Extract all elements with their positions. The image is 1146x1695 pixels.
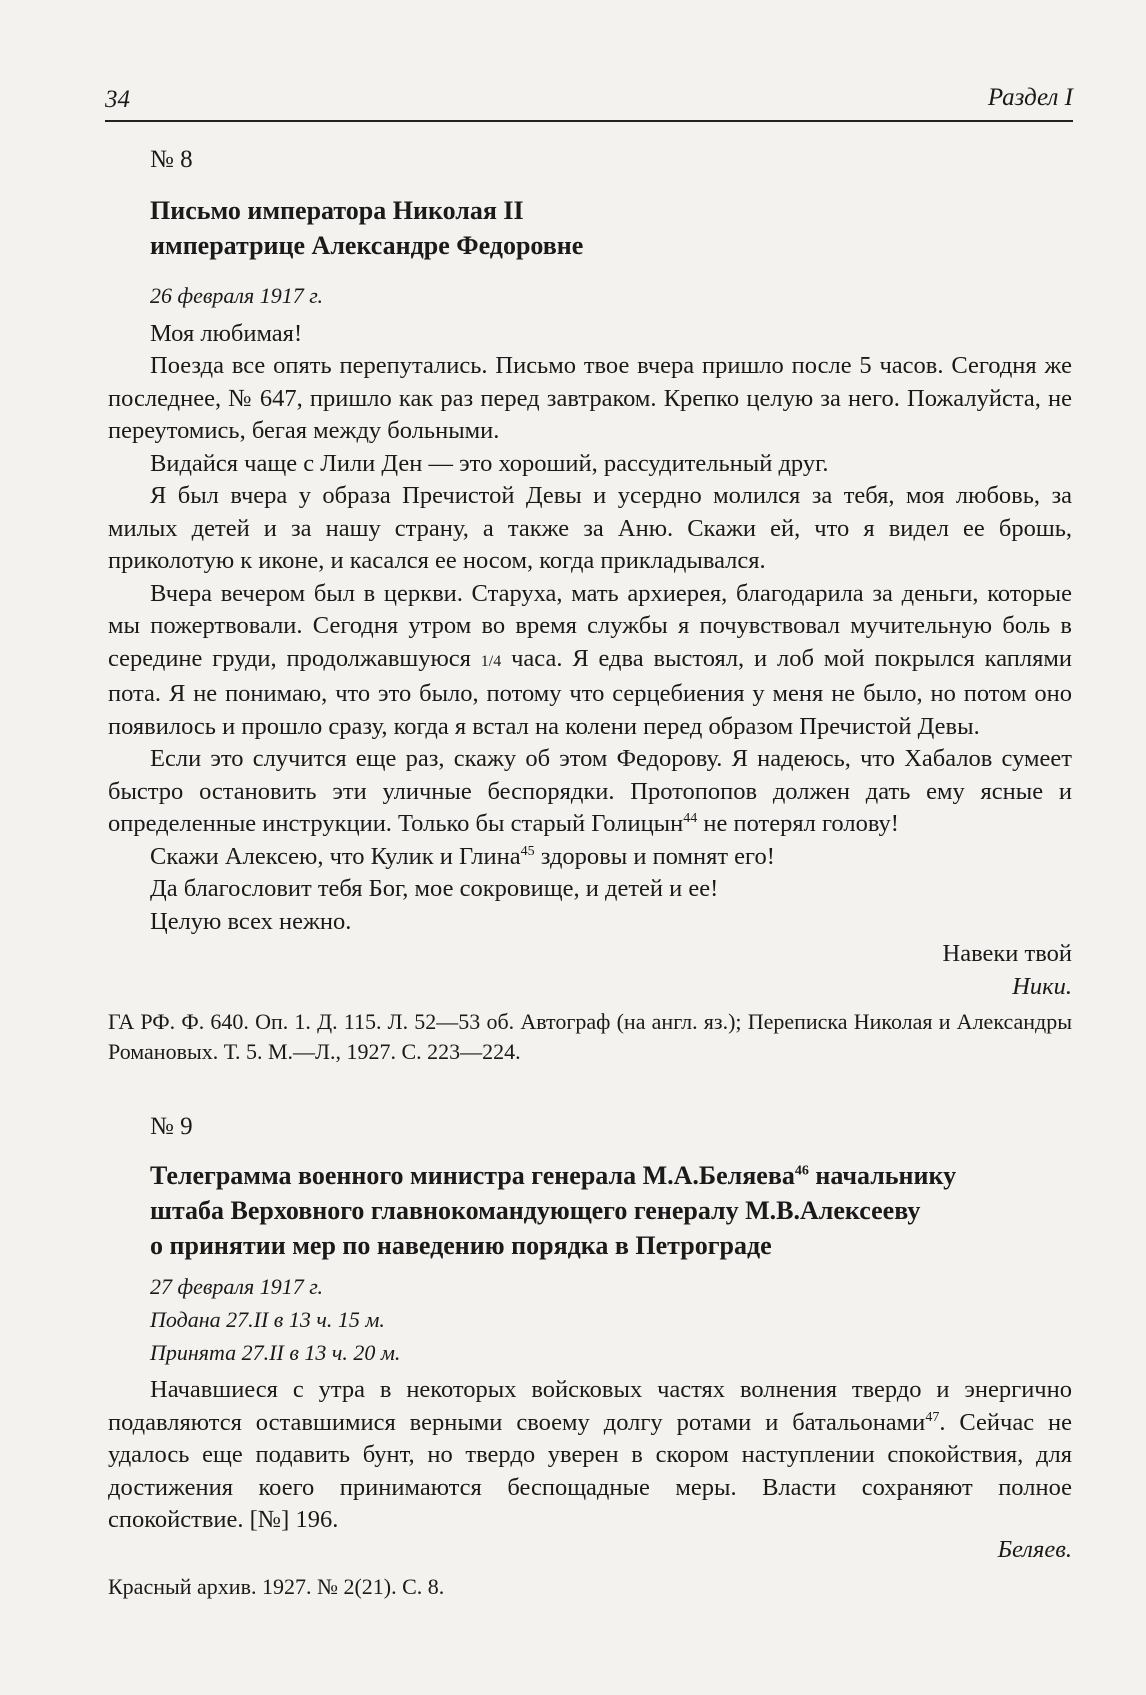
doc8-paragraph-8: Целую всех нежно.	[150, 907, 352, 935]
doc9-title	[150, 1158, 1072, 1263]
doc9-title-line3: о принятии мер по наведению порядка в Петрограде	[150, 1231, 772, 1260]
doc8-p4-part-b: часа. Я едва выстоял, и лоб мой покрылся каплями пота. Я не понимаю, что это было, потому что серцебиения у меня не было, но потом оно появилось и прошло сразу, когда я встал на колени перед образом Пречистой Девы.	[108, 644, 1072, 740]
section-title: Раздел I	[987, 84, 1073, 111]
doc9-submitted: Подана 27.II в 13 ч. 15 м.	[150, 1307, 385, 1332]
doc8-number: № 8	[150, 146, 193, 173]
doc8-paragraph-3: Я был вчера у образа Пречистой Девы и усердно молился за тебя, моя любовь, за милых детей и за нашу страну, а также за Аню. Скажи ей, что я видел ее брошь, приколотую к иконе, и касался ее носом, когда прикладывался.	[108, 482, 1072, 574]
doc9-source: Красный архив. 1927. № 2(21). С. 8.	[108, 1574, 445, 1599]
doc8-salutation: Моя любимая!	[150, 320, 303, 347]
doc8-p5-part-b: не потерял голову!	[697, 810, 899, 837]
page-number: 34	[105, 86, 130, 113]
doc9-title-part-a: Телеграмма военного министра генерала М.А.Беляева	[150, 1161, 795, 1190]
page-header	[105, 80, 1073, 122]
doc8-p4-part-a: Вчера вечером был в церкви. Старуха, мать архиерея, благодарила за деньги, которые мы пожертвовали. Сегодня утром во время службы я почувствовал мучительную боль в середине груди, продолжавшуюся	[108, 579, 1072, 672]
doc8-paragraph-1: Поезда все опять перепутались. Письмо твое вчера пришло после 5 часов. Сегодня же последнее, № 647, пришло как раз перед завтраком. Крепко целую за него. Пожалуйста, не переутомись, бегая между больными.	[108, 352, 1072, 444]
doc8-p6-part-b: здоровы и помнят его!	[534, 842, 775, 870]
doc9-title-part-b: начальнику	[808, 1161, 957, 1190]
doc9-title-line1	[150, 1158, 1072, 1193]
doc8-paragraph-6	[108, 841, 1072, 874]
doc8-source: ГА РФ. Ф. 640. Оп. 1. Д. 115. Л. 52—53 об. Автограф (на англ. яз.); Переписка Николая и Александры Романовых. Т. 5. М.—Л., 1927. С. 223—224.	[108, 1009, 1072, 1064]
footnote-ref-44: 44	[683, 810, 698, 826]
doc8-p5-part-a: Если это случится еще раз, скажу об этом Федорову. Я надеюсь, что Хабалов сумеет быстро остановить эти уличные беспорядки. Протопопов должен дать ему ясные и определенные инструкции. Только бы старый Голицын	[108, 745, 1072, 837]
doc9-date: 27 февраля 1917 г.	[150, 1274, 324, 1299]
footnote-ref-47: 47	[925, 1409, 940, 1425]
doc8-p6-part-a: Скажи Алексею, что Кулик и Глина	[150, 842, 521, 870]
doc8-title-line2: императрице Александре Федоровне	[150, 231, 584, 260]
doc9-p1-part-b: . Сейчас не удалось еще подавить бунт, но твердо уверен в скором наступлении спокойствия, для достижения коего принимаются беспощадные меры. Власти сохраняют полное спокойствие. [№] 196.	[108, 1408, 1072, 1533]
doc8-paragraph-5	[108, 743, 1072, 841]
doc9-signature: Беляев.	[997, 1536, 1072, 1563]
doc8-body	[108, 350, 1072, 1003]
doc9-title-line2: штаба Верховного главнокомандующего генералу М.В.Алексееву	[150, 1196, 921, 1225]
doc9-paragraph-1	[108, 1374, 1072, 1537]
doc8-p4-fraction: 1/4	[480, 652, 502, 670]
doc9-number: № 9	[150, 1113, 193, 1140]
doc8-closing: Навеки твой	[942, 940, 1072, 967]
doc8-date: 26 февраля 1917 г.	[150, 283, 324, 308]
doc8-title-line1: Письмо императора Николая II	[150, 196, 524, 225]
doc8-paragraph-2: Видайся чаще с Лили Ден — это хороший, рассудительный друг.	[150, 449, 829, 477]
doc8-signature: Ники.	[1012, 972, 1072, 1000]
footnote-ref-46: 46	[794, 1163, 809, 1179]
doc8-paragraph-4	[108, 578, 1072, 744]
doc9-received: Принята 27.II в 13 ч. 20 м.	[150, 1340, 401, 1365]
footnote-ref-45: 45	[520, 843, 535, 859]
doc8-paragraph-7: Да благословит тебя Бог, мое сокровище, и детей и ее!	[150, 875, 719, 902]
doc8-title	[150, 193, 1072, 263]
doc9-p1-part-a: Начавшиеся с утра в некоторых войсковых частях волнения твердо и энергично подавляются оставшимися верными своему долгу ротами и батальонами	[108, 1376, 1072, 1436]
